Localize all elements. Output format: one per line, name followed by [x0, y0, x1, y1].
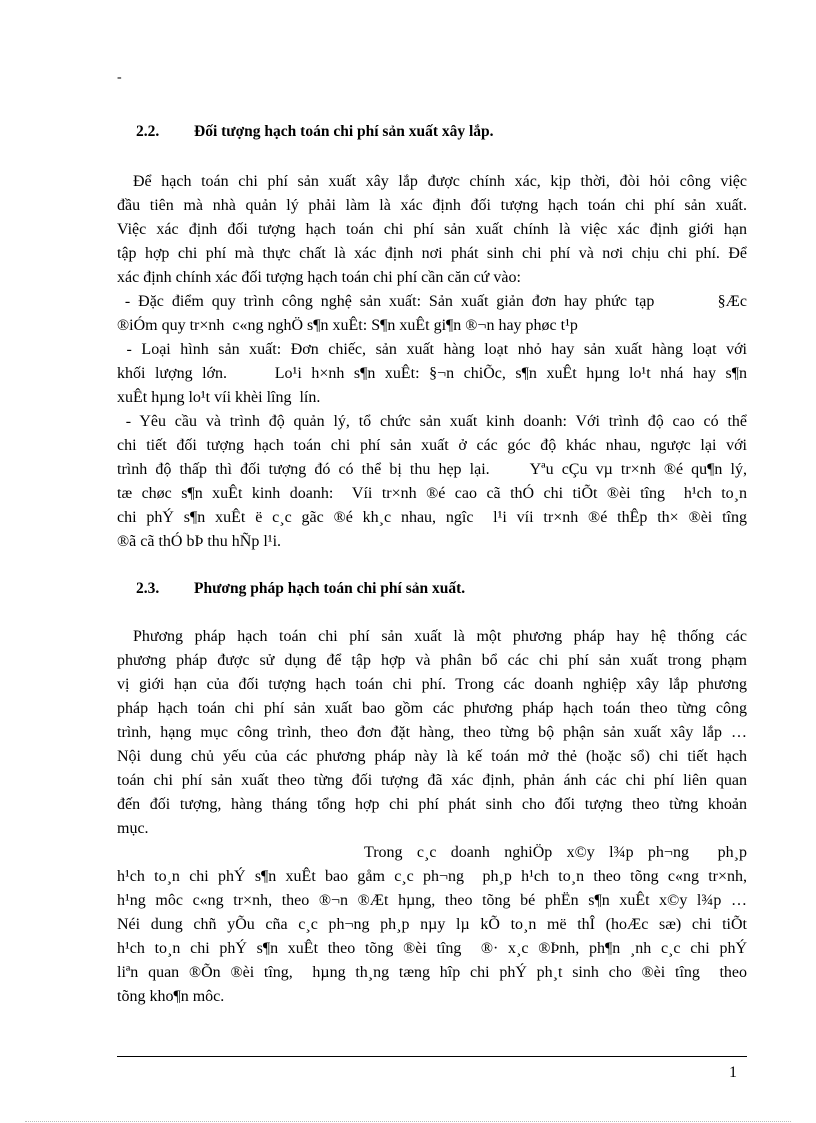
text-line: pháp hạch toán chi phí sản xuất bao gồm các phương pháp hạch toán theo từng công [117, 700, 747, 717]
section-title: Đối tượng hạch toán chi phí sản xuất xây lắp. [194, 123, 494, 140]
text-line: chi phÝ s¶n xuÊt ë c¸c gãc ®é kh¸c nhau, ngîc l¹i víi tr×nh ®é thÊp th× ®èi tîng [117, 509, 747, 526]
text-line: - Đặc điểm quy trình công nghệ sản xuất: Sản xuất giản đơn hay phức tạp §Æc [117, 293, 747, 310]
text-line: ®ã cã thÓ bÞ thu hÑp l¹i. [117, 533, 282, 550]
text-line: Néi dung chñ yÕu cña c¸c ph¬ng ph¸p nµy lµ kÕ to¸n më thÎ (hoÆc sæ) chi tiÕt [117, 916, 747, 933]
text-line: - Yêu cầu và trình độ quản lý, tổ chức sản xuất kinh doanh: Với trình độ cao có thể [117, 413, 747, 430]
section-title: Phương pháp hạch toán chi phí sản xuất. [194, 580, 466, 597]
text-line: phương pháp được sử dụng để tập hợp và phân bổ các chi phí sản xuất trong phạm [117, 652, 747, 669]
text-line: Trong c¸c doanh nghiÖp x©y l¾p ph¬ng ph¸p [364, 844, 747, 861]
text-line: Phương pháp hạch toán chi phí sản xuất là một phương pháp hay hệ thống các [133, 628, 747, 645]
paragraph-object-of-costing [117, 170, 747, 554]
section-number: 2.2. [136, 123, 160, 140]
text-line: tập hợp chi phí mà thực chất là xác định nơi phát sinh chi phí và nơi chịu chi phí. Để [117, 245, 747, 262]
text-line: khối lượng lớn. Lo¹i h×nh s¶n xuÊt: §¬n chiÕc, s¶n xuÊt hµng lo¹t nhá hay s¶n [117, 365, 747, 382]
page-number: 1 [729, 1064, 737, 1081]
text-line: toán chi phí sản xuất theo từng đối tượng đã xác định, phản ánh các chi phí liên quan [117, 772, 747, 789]
footer-divider [117, 1056, 747, 1057]
paragraph-legacy-encoding [117, 841, 747, 1009]
top-mark: - [117, 70, 122, 85]
page-bottom-border [25, 1121, 791, 1122]
text-line: đến đối tượng, hàng tháng tổng hợp chi phí phát sinh cho đối tượng theo từng khoản [117, 796, 747, 813]
text-line: - Loại hình sản xuất: Đơn chiếc, sản xuất hàng loạt nhỏ hay sản xuất hàng loạt với [117, 341, 747, 358]
text-line: tõng kho¶n môc. [117, 988, 225, 1005]
text-line: Để hạch toán chi phí sản xuất xây lắp được chính xác, kịp thời, đòi hỏi công việc [133, 173, 747, 190]
text-line: trình độ thấp thì đối tượng đó có thể bị thu hẹp lại. Yªu cÇu vµ tr×nh ®é qu¶n lý, [117, 461, 747, 478]
text-line: trình, hạng mục công trình, theo đơn đặt hàng, theo từng bộ phận sản xuất xây lắp … [117, 724, 747, 741]
text-line: Việc xác định đối tượng hạch toán chi phí sản xuất chính là việc xác định giới hạn [117, 221, 747, 238]
section-heading-2-2 [136, 123, 494, 141]
text-line: ®iÓm quy tr×nh c«ng nghÖ s¶n xuÊt: S¶n xuÊt gi¶n ®¬n hay phøc t¹p [117, 317, 578, 334]
section-heading-2-3 [136, 580, 465, 598]
paragraph-costing-method [117, 625, 747, 841]
text-line: liªn quan ®Õn ®èi tîng, hµng th¸ng tæng hîp chi phÝ ph¸t sinh cho ®èi tîng theo [117, 964, 747, 981]
text-line: tæ chøc s¶n xuÊt kinh doanh: Víi tr×nh ®é cao cã thÓ chi tiÕt ®èi tîng h¹ch to¸n [117, 485, 747, 502]
text-line: xác định chính xác đối tượng hạch toán chi phí cần căn cứ vào: [117, 269, 521, 286]
text-line: đầu tiên mà nhà quản lý phải làm là xác định đối tượng hạch toán chi phí sản xuất. [117, 197, 747, 214]
text-line: chi tiết đối tượng hạch toán chi phí sản xuất ở các góc độ khác nhau, ngược lại với [117, 437, 747, 454]
text-line: h¹ng môc c«ng tr×nh, theo ®¬n ®Æt hµng, theo tõng bé phËn s¶n xuÊt x©y l¾p … [117, 892, 747, 909]
text-line: h¹ch to¸n chi phÝ s¶n xuÊt theo tõng ®èi tîng ®· x¸c ®Þnh, ph¶n ¸nh c¸c chi phÝ [117, 940, 747, 957]
section-number: 2.3. [136, 580, 160, 597]
text-line: vị giới hạn của đối tượng hạch toán chi phí. Trong các doanh nghiệp xây lắp phương [117, 676, 747, 693]
text-line: mục. [117, 820, 149, 837]
text-line: Nội dung chủ yếu của các phương pháp này là kế toán mở thẻ (hoặc sổ) chi tiết hạch [117, 748, 747, 765]
text-line: xuÊt hµng lo¹t víi khèi lîng lín. [117, 389, 321, 406]
text-line: h¹ch to¸n chi phÝ s¶n xuÊt bao gåm c¸c ph¬ng ph¸p h¹ch to¸n theo tõng c«ng tr×nh, [117, 868, 747, 885]
